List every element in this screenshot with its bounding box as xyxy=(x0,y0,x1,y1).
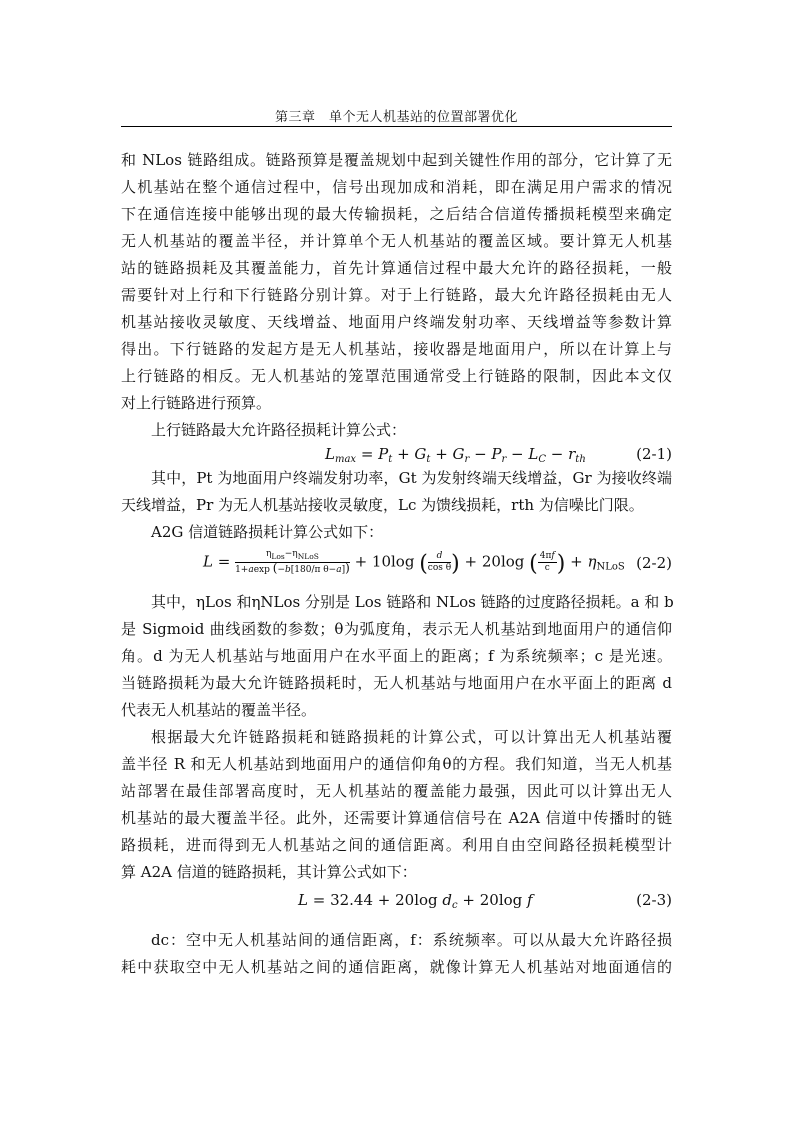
text-line: 天线增益，Pr 为无人机基站接收灵敏度，Lc 为馈线损耗，rth 为信噪比门限。 xyxy=(121,496,644,514)
text-line: 站部署在最佳部署高度时，无人机基站的覆盖能力最强，因此可以计算出无人 xyxy=(121,782,672,800)
text-line: 当链路损耗为最大允许链路损耗时，无人机基站与地面用户在水平面上的距离 d xyxy=(121,674,672,692)
text-line: 机基站接收灵敏度、天线增益、地面用户终端发射功率、天线增益等参数计算 xyxy=(121,313,672,331)
chapter-title: 第三章 单个无人机基站的位置部署优化 xyxy=(274,110,518,125)
text-line: 和 NLos 链路组成。链路预算是覆盖规划中起到关键性作用的部分，它计算了无 xyxy=(121,151,672,169)
equation-body: L = $\frac{\eta_{Los}-\eta_{NLoS}}{\text{1+aexp (−b[180/π θ−a])}}$ + 10log ( $\frac{d}{\text{cos θ}}$ ) + 20log ( $\frac{4\pi f}{c}$ ) + $\eta_{NLoS}$ xyxy=(203,549,625,577)
text-line: 耗中获取空中无人机基站之间的通信距离，就像计算无人机基站对地面通信的 xyxy=(121,958,672,976)
text-line: 下在通信连接中能够出现的最大传输损耗，之后结合信道传播损耗模型来确定 xyxy=(121,205,672,223)
text-line: 需要针对上行和下行链路分别计算。对于上行链路，最大允许路径损耗由无人 xyxy=(121,286,672,304)
text-line: 上行链路的相反。无人机基站的笼罩范围通常受上行链路的限制，因此本文仅 xyxy=(121,367,672,385)
text-line: 对上行链路进行预算。 xyxy=(121,394,272,412)
text-line: 无人机基站的覆盖半径，并计算单个无人机基站的覆盖区域。要计算无人机基 xyxy=(121,232,672,250)
header-divider xyxy=(121,126,672,127)
text-line: 得出。下行链路的发起方是无人机基站，接收器是地面用户，所以在计算上与 xyxy=(121,340,672,358)
text-line: 路损耗，进而得到无人机基站之间的通信距离。利用自由空间路径损耗模型计 xyxy=(121,836,672,854)
equation-intro-1: 上行链路最大允许路径损耗计算公式： xyxy=(151,421,407,439)
text-line: 算 A2A 信道的链路损耗，其计算公式如下： xyxy=(121,863,417,881)
text-line: 角。d 为无人机基站与地面用户在水平面上的距离；f 为系统频率；c 是光速。 xyxy=(121,647,672,665)
text-line: dc：空中无人机基站间的通信距离，f：系统频率。可以从最大允许路径损 xyxy=(151,931,672,949)
equation-number: (2-1) xyxy=(636,445,672,463)
text-line: 根据最大允许链路损耗和链路损耗的计算公式，可以计算出无人机基站覆 xyxy=(151,728,672,746)
text-line: 其中，ηLos 和ηNLos 分别是 Los 链路和 NLos 链路的过度路径损耗。a 和 b xyxy=(151,593,674,611)
text-line: 代表无人机基站的覆盖半径。 xyxy=(121,701,317,719)
equation-number: (2-2) xyxy=(636,554,672,572)
equation-intro-2: A2G 信道链路损耗计算公式如下： xyxy=(151,523,384,541)
equation-number: (2-3) xyxy=(636,891,672,909)
text-line: 人机基站在整个通信过程中，信号出现加成和消耗，即在满足用户需求的情况 xyxy=(121,178,672,196)
text-line: 其中，Pt 为地面用户终端发射功率，Gt 为发射终端天线增益，Gr 为接收终端 xyxy=(151,469,672,487)
text-line: 是 Sigmoid 曲线函数的参数；θ为弧度角，表示无人机基站到地面用户的通信仰 xyxy=(121,620,672,638)
equation-body: $L_{max} = P_t + G_t + G_r - P_r - L_C - r_{th}$ xyxy=(325,445,586,465)
text-line: 盖半径 R 和无人机基站到地面用户的通信仰角θ的方程。我们知道，当无人机基 xyxy=(121,755,672,773)
equation-body: L = 32.44 + 20log $d_c + 20\log$ f xyxy=(298,891,533,911)
text-line: 站的链路损耗及其覆盖能力，首先计算通信过程中最大允许的路径损耗，一般 xyxy=(121,259,672,277)
text-line: 机基站的最大覆盖半径。此外，还需要计算通信信号在 A2A 信道中传播时的链 xyxy=(121,809,672,827)
